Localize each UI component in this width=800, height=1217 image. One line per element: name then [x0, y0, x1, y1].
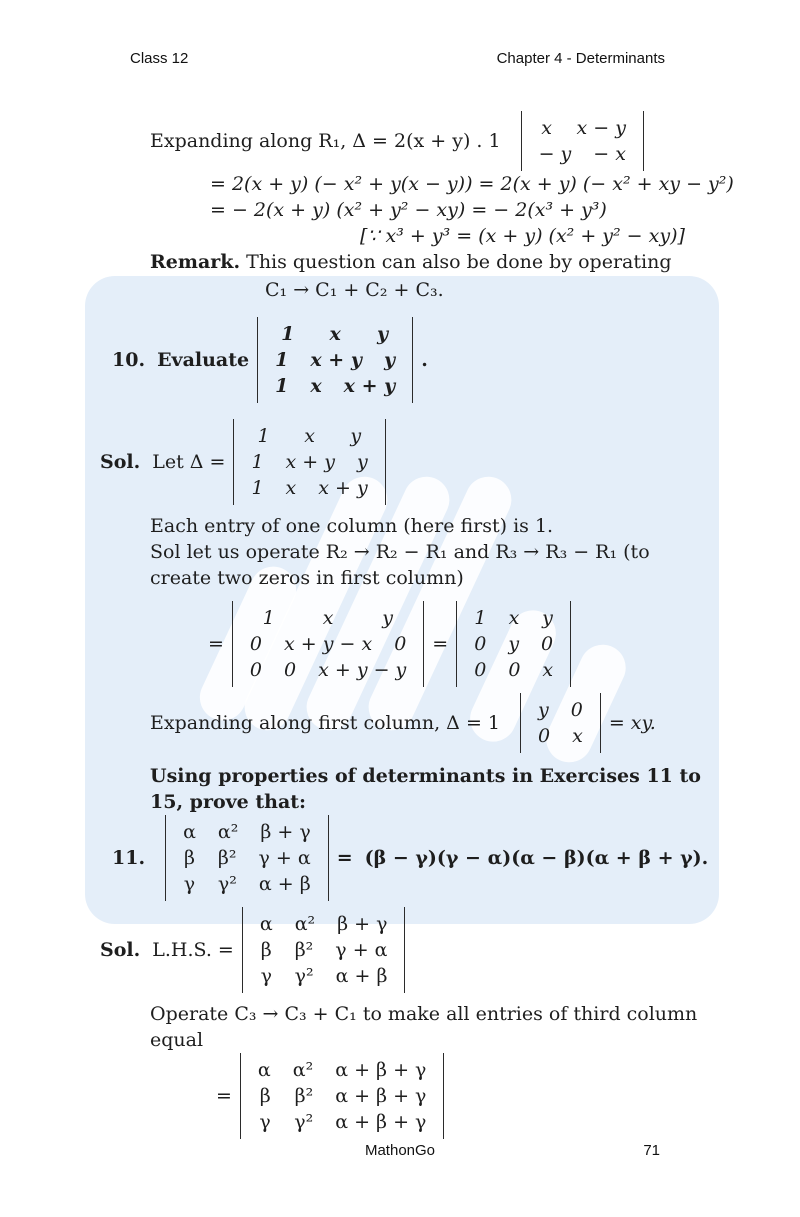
remark-text: This question can also be done by operating — [246, 251, 672, 273]
final-expansion-prefix: Expanding along first column, Δ = 1 — [150, 712, 500, 734]
question-11 — [112, 815, 800, 901]
step-determinant-b: 1 x y 0 y 0 0 0 x — [456, 601, 571, 687]
solution-11-lhs: L.H.S. = — [152, 939, 234, 961]
page-header — [0, 0, 800, 67]
column-operation: C₁ → C₁ + C₂ + C₃. — [265, 279, 444, 301]
solution-10-para-2: Sol let us operate R₂ → R₂ − R₁ and R₃ → R₃ − R₁ (to — [150, 541, 650, 563]
solution-11-step-determinant: α α² α + β + γ β β² α + β + γ γ γ² α + β + γ — [240, 1053, 444, 1139]
expansion-prefix: Expanding along R₁, Δ = 2(x + y) . 1 — [150, 130, 501, 152]
question-10 — [112, 317, 800, 403]
row-operation-step — [208, 601, 800, 687]
equals-sign: = — [336, 847, 353, 869]
solution-label: Sol. — [100, 939, 141, 961]
solution-label: Sol. — [100, 451, 141, 473]
question-11-rhs: (β − γ)(γ − α)(α − β)(α + β + γ). — [364, 847, 709, 869]
header-chapter: Chapter 4 - Determinants — [496, 50, 665, 67]
solution-10-lead — [100, 419, 800, 505]
exercises-heading-line-1: Using properties of determinants in Exercises 11 to — [150, 765, 701, 787]
page-content — [0, 111, 800, 1139]
question-11-determinant: α α² β + γ β β² γ + α γ γ² α + β — [165, 815, 329, 901]
page-footer — [0, 1142, 800, 1159]
solution-10-let: Let Δ = — [152, 451, 226, 473]
equals-sign: = — [432, 633, 449, 655]
solution-11-para-1: Operate C₃ → C₃ + C₁ to make all entries of third column — [150, 1003, 698, 1025]
solution-10-para-3: create two zeros in first column) — [150, 567, 464, 589]
derivation-line-2: = − 2(x + y) (x² + y² − xy) = − 2(x³ + y³) — [210, 199, 607, 221]
derivation-line-1: = 2(x + y) (− x² + y(x − y)) = 2(x + y) (− x² + xy − y²) — [210, 173, 734, 195]
exercises-heading-line-2: 15, prove that: — [150, 791, 307, 813]
final-expansion-line — [150, 693, 800, 753]
remark-line — [150, 249, 800, 275]
header-class: Class 12 — [130, 50, 189, 67]
exercises-heading — [150, 763, 800, 815]
equals-sign: = — [208, 633, 224, 655]
identity-note: [∵ x³ + y³ = (x + y) (x² + y² − xy)] — [360, 225, 685, 247]
final-expansion-result: = xy. — [608, 712, 656, 734]
question-10-label: Evaluate — [157, 349, 250, 371]
remark-label: Remark. — [150, 251, 241, 273]
expansion-line — [150, 111, 800, 171]
solution-10-determinant: 1 x y 1 x + y y 1 x x + y — [233, 419, 385, 505]
solution-11-step — [216, 1053, 800, 1139]
question-10-determinant: 1 x y 1 x + y y 1 x x + y — [257, 317, 413, 403]
solution-11-para-2: equal — [150, 1029, 204, 1051]
equals-sign: = — [216, 1085, 232, 1107]
minor-determinant: y 0 0 x — [520, 693, 601, 753]
solution-11-determinant: α α² β + γ β β² γ + α γ γ² α + β — [242, 907, 406, 993]
solution-10-para-1: Each entry of one column (here first) is 1. — [150, 515, 554, 537]
determinant-2x2-xy: x x − y − y − x — [521, 111, 644, 171]
footer-brand: MathonGo — [364, 1142, 436, 1159]
question-10-period: . — [421, 349, 428, 371]
solution-11-lead — [100, 907, 800, 993]
question-10-number: 10. — [112, 349, 146, 371]
page-number: 71 — [643, 1142, 660, 1159]
step-determinant-a: 1 x y 0 x + y − x 0 0 0 x + y − y — [232, 601, 424, 687]
question-11-number: 11. — [112, 847, 146, 869]
